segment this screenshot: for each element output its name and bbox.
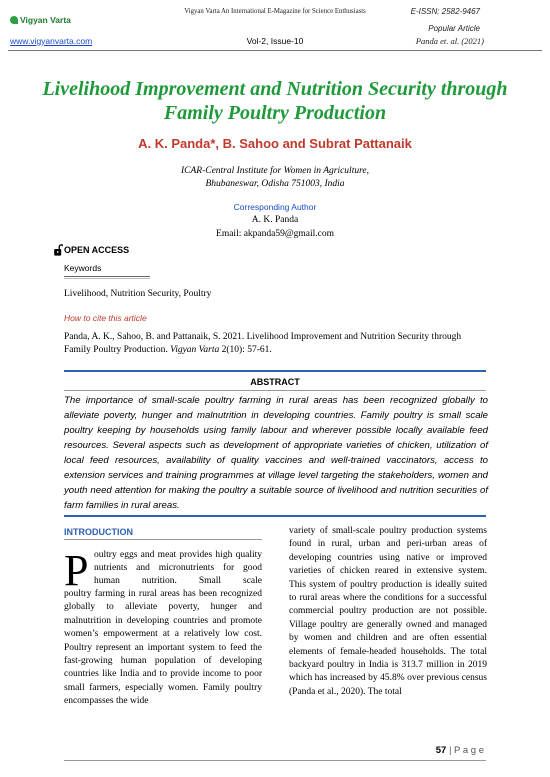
citation-volume: 2(10): 57-61. — [219, 345, 272, 355]
introduction-heading: INTRODUCTION — [64, 527, 133, 537]
header-citation: Panda et. al. (2021) — [415, 36, 484, 46]
authors: A. K. Panda*, B. Sahoo and Subrat Pattanaik — [138, 136, 412, 151]
intro-paragraph-start: oultry eggs and meat provides high quality nutrients and micronutrients for good human nutrition. Small scale — [94, 550, 262, 586]
introduction-rule — [64, 539, 262, 540]
affiliation-line-2: Bhubaneswar, Odisha 751003, India — [205, 179, 345, 189]
volume-issue: Vol-2, Issue-10 — [246, 36, 304, 46]
logo-text: Vigyan Varta — [20, 15, 71, 25]
intro-paragraph-rest: poultry farming in rural areas has been recognized globally to alleviate poverty, hunger and malnutrition in developing countries and promote women’s empowerment at a relatively low cost. Poultry represent an important system to feed the fast-growing human population of developing countries like India and to provide income to poor small farmers, especially women. Family poultry encompasses the wide — [64, 589, 262, 707]
header-divider — [8, 50, 542, 51]
abstract-heading: ABSTRACT — [250, 377, 300, 387]
abstract-heading-rule — [64, 390, 486, 391]
leaf-icon — [10, 16, 18, 24]
intro-column-2: variety of small-scale poultry production systems found in rural, urban and peri-urban areas of developing countries using native or improved varieties of chicken reared in extensive system. This system of poultry production is ideally suited to rural areas where the conditions for a successful commercial poultry production are not possible. Village poultry are generally owned and managed by women and children and are often essential elements of female-headed households. The total backyard poultry in India is 313.7 million in 2019 which has increased by 45.8% over previous census (Panda et al., 2020). The total — [289, 526, 487, 697]
abstract-top-rule — [64, 370, 486, 372]
affiliation-line-1: ICAR-Central Institute for Women in Agriculture, — [180, 166, 370, 176]
page-number — [436, 745, 484, 756]
corresponding-author-email[interactable]: Email: akpanda59@gmail.com — [216, 229, 334, 239]
keywords-value: Livelihood, Nutrition Security, Poultry — [64, 289, 212, 299]
keywords-underline — [64, 276, 150, 277]
keywords-underline-2 — [64, 278, 150, 279]
keywords-label: Keywords — [64, 263, 102, 273]
open-access-label: OPEN ACCESS — [64, 245, 130, 255]
page-label: | P a g e — [448, 745, 484, 756]
how-to-cite-label: How to cite this article — [64, 313, 147, 323]
abstract-text: The importance of small-scale poultry farming in rural areas has been recognized globally to alleviate poverty, hunger and malnutrition in developing countries. Family poultry is small scale poultry keeping by households using family labour and wherever possible locally available feed resources. Several aspects such as development of appropriate varieties of chicken, utilization of local feed resources, availability of quality vaccines and well-trained vaccinators, access to extension services and training programmes at village level targeting the stakeholders, women and youth need attention for making the poultry a suitable source of livelihood and nutrition securities of farm families in rural areas. — [64, 395, 488, 511]
journal-name: Vigyan Varta An International E-Magazine for Science Enthusiasts — [184, 8, 366, 15]
open-access-badge — [64, 245, 129, 255]
article-type: Popular Article — [428, 24, 480, 33]
corresponding-author-heading: Corresponding Author — [233, 202, 317, 212]
journal-logo — [10, 15, 71, 25]
article-title: Livelihood Improvement and Nutrition Security through Family Poultry Production — [42, 78, 508, 124]
citation-journal: Vigyan Varta — [170, 345, 220, 355]
corresponding-author-name: A. K. Panda — [251, 215, 299, 225]
page-number-value: 57 — [435, 745, 447, 756]
open-lock-icon — [54, 244, 63, 256]
abstract-bottom-rule — [64, 515, 486, 517]
citation-text — [64, 331, 484, 357]
drop-cap: P — [64, 546, 89, 595]
issn: E-ISSN: 2582-9467 — [410, 7, 480, 16]
affiliation — [0, 165, 550, 191]
footer-rule — [64, 760, 486, 761]
journal-url-link[interactable]: www.vigyanvarta.com — [10, 36, 93, 46]
citation-body: Panda, A. K., Sahoo, B. and Pattanaik, S. 2021. Livelihood Improvement and Nutrition Security through Family Poultry Production. — [64, 332, 462, 355]
